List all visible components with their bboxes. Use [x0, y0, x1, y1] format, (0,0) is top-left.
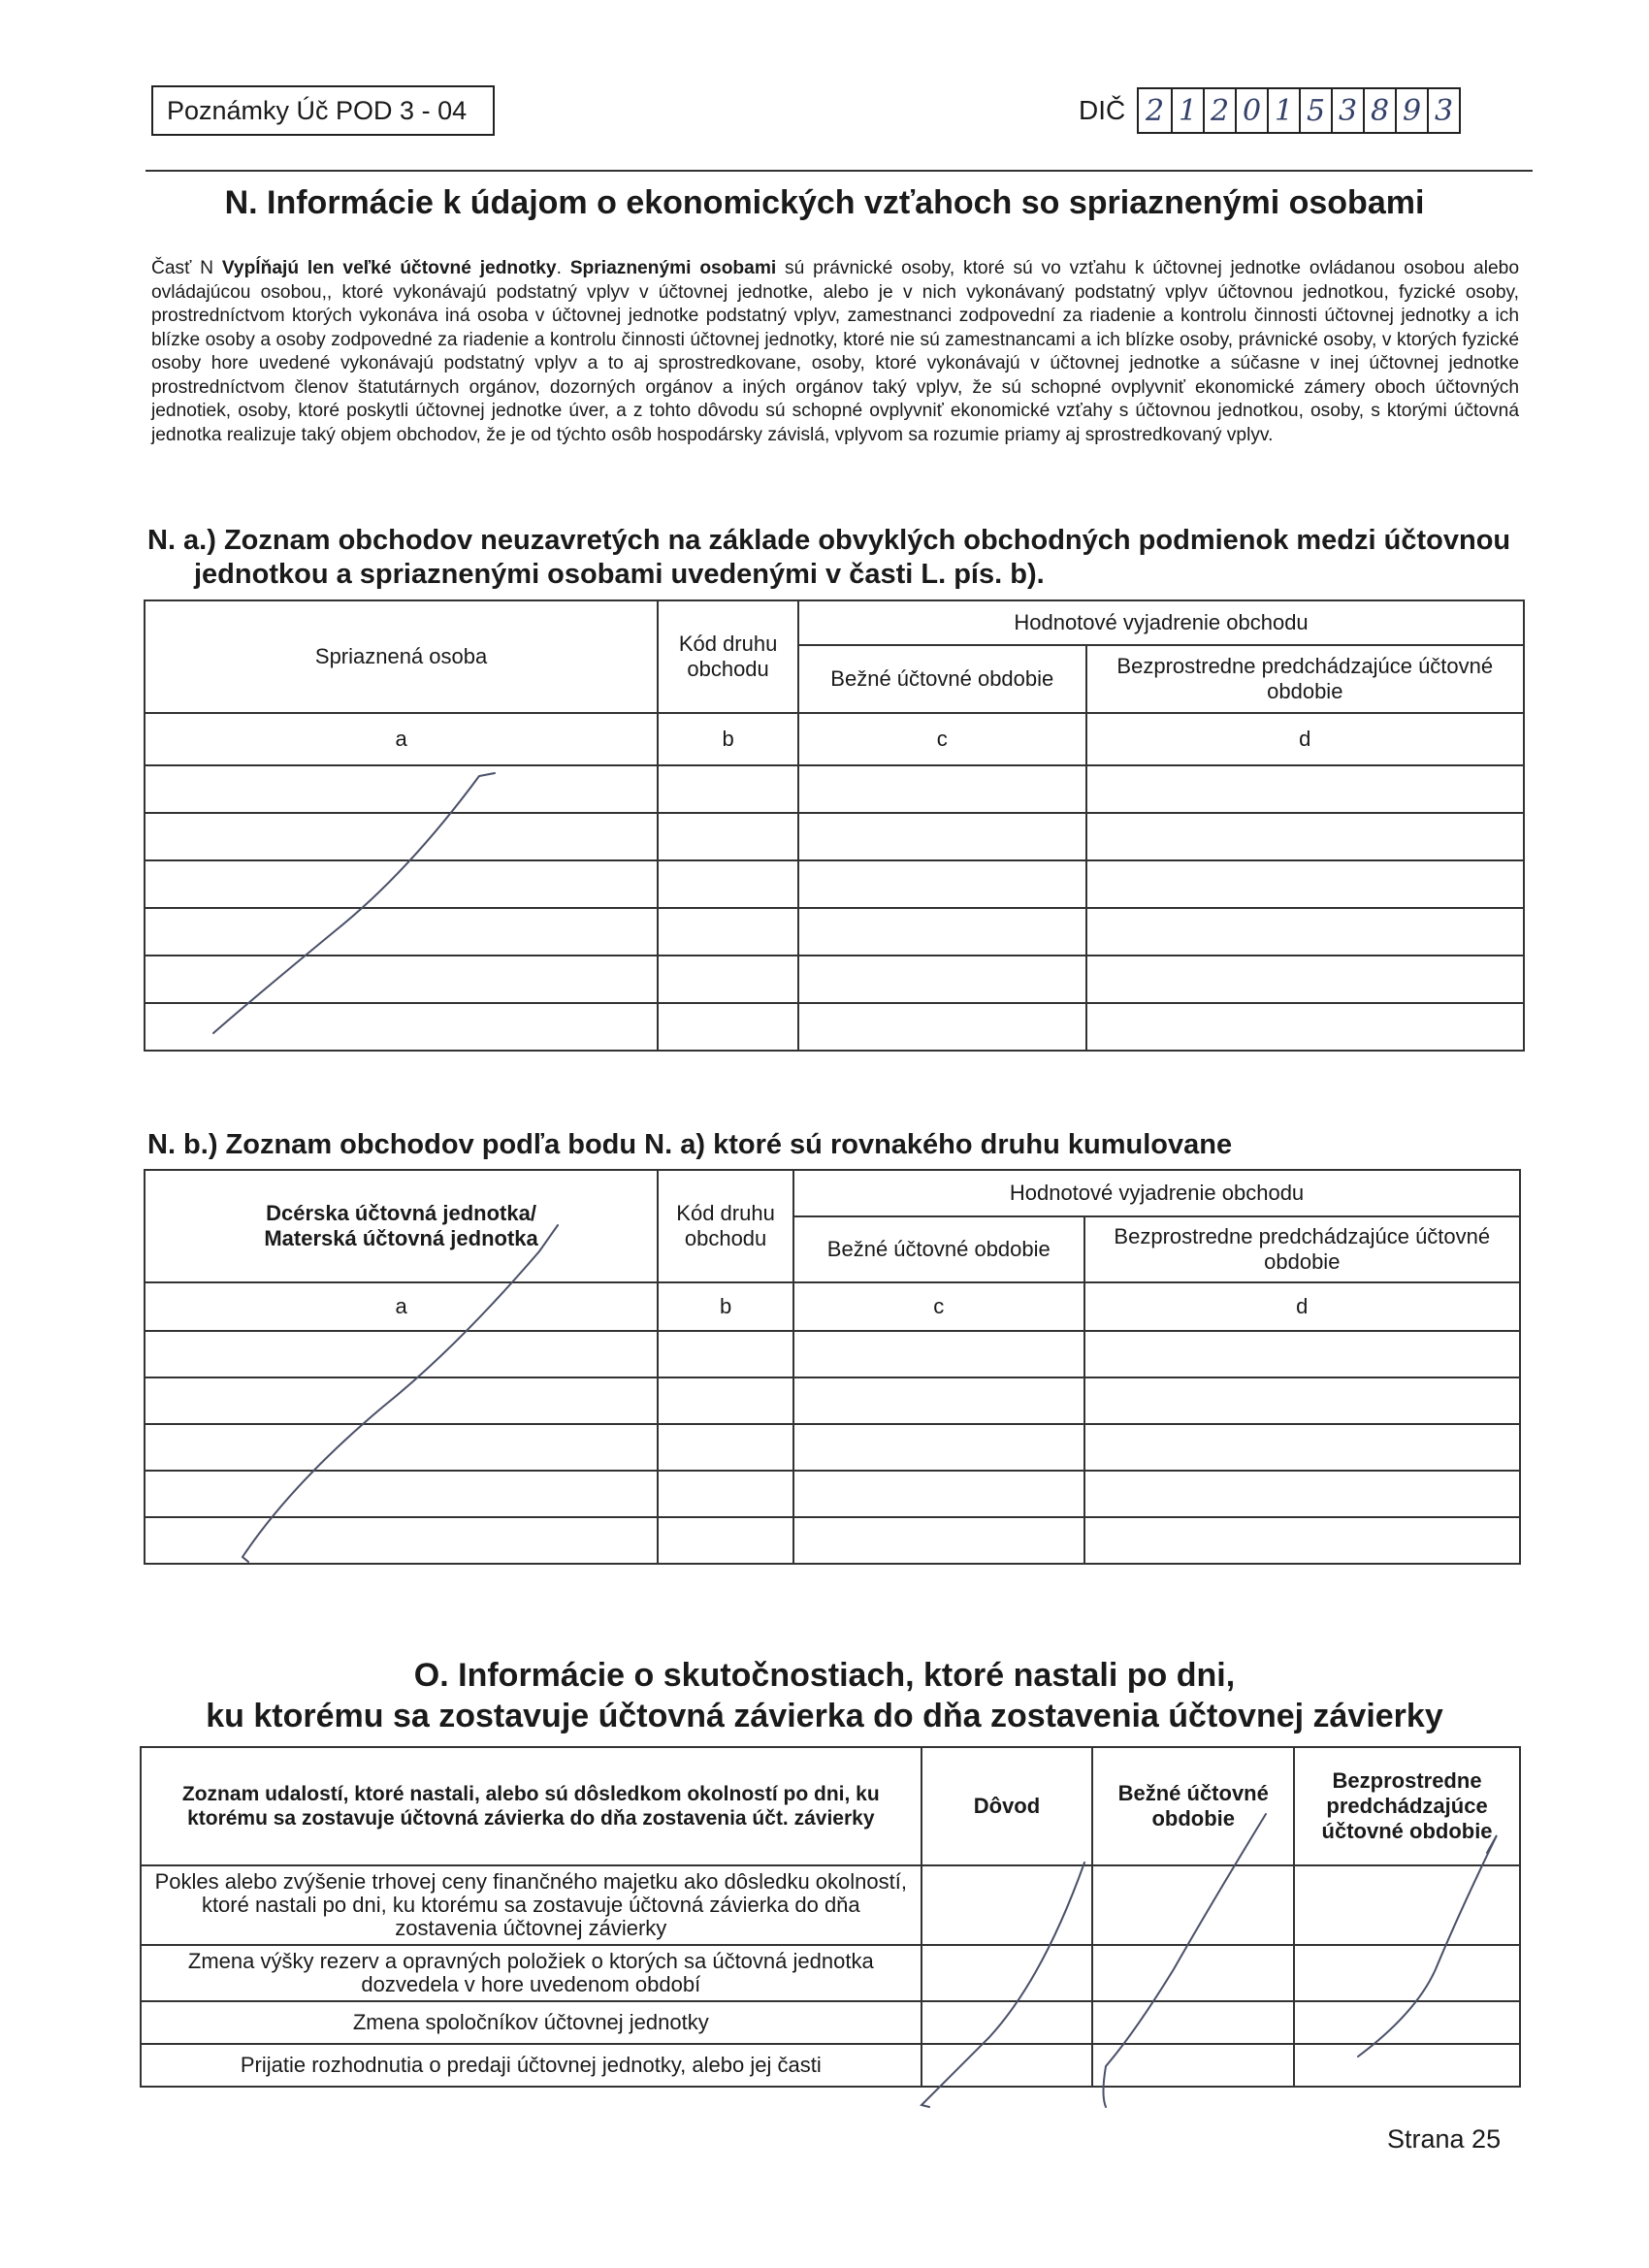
table-cell[interactable]: [1084, 1471, 1520, 1517]
dic-digit[interactable]: 3: [1427, 89, 1459, 132]
table-cell[interactable]: [1294, 1865, 1520, 1945]
table-cell[interactable]: [1294, 2044, 1520, 2087]
table-cell[interactable]: [798, 908, 1086, 956]
table-cell[interactable]: [1092, 2044, 1294, 2087]
dic-digit[interactable]: 2: [1145, 93, 1165, 128]
col-header-previous: Bezprostredne predchádzajúce účtovné obdobie: [1294, 1747, 1520, 1865]
col-header-events: Zoznam udalostí, ktoré nastali, alebo sú dôsledkom okolností po dni, ku ktorému sa zostavuje účtovná závierka do dňa zostavenia účt. závierky: [141, 1747, 922, 1865]
col-header-current: Bežné účtovné obdobie: [1092, 1747, 1294, 1865]
table-cell[interactable]: [793, 1471, 1084, 1517]
col-letter: a: [145, 1282, 658, 1331]
table-cell[interactable]: [658, 1424, 793, 1471]
table-cell[interactable]: [793, 1424, 1084, 1471]
table-cell[interactable]: [658, 1331, 793, 1377]
section-n-title: N. Informácie k údajom o ekonomických vzťahoch so spriaznenými osobami: [224, 184, 1425, 221]
table-cell[interactable]: [145, 1377, 658, 1424]
table-cell[interactable]: [658, 1471, 793, 1517]
table-cell[interactable]: [1084, 1377, 1520, 1424]
table-cell[interactable]: [1086, 860, 1524, 908]
table-cell[interactable]: [1086, 765, 1524, 813]
table-cell[interactable]: [658, 956, 798, 1003]
table-cell[interactable]: [145, 908, 658, 956]
dic-digit[interactable]: 3: [1331, 89, 1363, 132]
table-cell[interactable]: [793, 1377, 1084, 1424]
table-cell[interactable]: [922, 1865, 1093, 1945]
dic-digit[interactable]: 2: [1203, 89, 1235, 132]
table-cell[interactable]: [1084, 1517, 1520, 1564]
table-cell[interactable]: [1086, 908, 1524, 956]
table-na: [144, 599, 1525, 1052]
event-row-label: Pokles alebo zvýšenie trhovej ceny finančného majetku ako dôsledku okolností, ktoré nastali po dni, ku ktorému sa zostavuje účtovná závierka do dňa zostavenia účtovnej závierky: [141, 1865, 922, 1945]
table-cell[interactable]: [145, 860, 658, 908]
table-cell[interactable]: [793, 1331, 1084, 1377]
table-cell[interactable]: [145, 1424, 658, 1471]
table-cell[interactable]: [145, 813, 658, 860]
col-group-header: Hodnotové vyjadrenie obchodu: [793, 1170, 1520, 1216]
col-group-header: Hodnotové vyjadrenie obchodu: [798, 600, 1524, 645]
table-cell[interactable]: [658, 813, 798, 860]
table-cell[interactable]: [145, 765, 658, 813]
table-cell[interactable]: [1092, 2001, 1294, 2044]
table-o: [140, 1746, 1521, 2088]
table-cell[interactable]: [1086, 956, 1524, 1003]
dic-digit[interactable]: 8: [1363, 89, 1395, 132]
col-header-a: Spriaznená osoba: [145, 600, 658, 713]
col-letter: b: [658, 1282, 793, 1331]
table-cell[interactable]: [658, 1377, 793, 1424]
section-o-title: O. Informácie o skutočnostiach, ktoré nastali po dni, ku ktorému sa zostavuje účtovná závierka do dňa zostavenia účtovnej závierky: [206, 1657, 1443, 1734]
table-cell[interactable]: [145, 1003, 658, 1051]
table-cell[interactable]: [658, 765, 798, 813]
dic-digit[interactable]: 9: [1395, 89, 1427, 132]
dic-digit[interactable]: 0: [1235, 89, 1267, 132]
table-cell[interactable]: [798, 860, 1086, 908]
col-header-reason: Dôvod: [922, 1747, 1093, 1865]
col-letter: b: [658, 713, 798, 765]
table-cell[interactable]: [658, 1003, 798, 1051]
table-na-heading: N. a.) Zoznam obchodov neuzavretých na základe obvyklých obchodných podmienok medzi účtovnou jednotkou a spriaznenými osobami uvedenými v časti L. pís. b).: [147, 525, 1511, 590]
col-header-c: Bežné účtovné obdobie: [798, 645, 1086, 713]
col-header-a: Dcérska účtovná jednotka/ Materská účtovná jednotka: [145, 1170, 658, 1282]
form-label: Poznámky Úč POD 3 - 04: [167, 95, 468, 125]
event-row-label: Zmena spoločníkov účtovnej jednotky: [141, 2001, 922, 2044]
table-cell[interactable]: [145, 1517, 658, 1564]
col-letter: d: [1084, 1282, 1520, 1331]
col-header-b: Kód druhu obchodu: [658, 600, 798, 713]
table-cell[interactable]: [1092, 1865, 1294, 1945]
col-letter: c: [798, 713, 1086, 765]
form-label-box: [151, 85, 495, 136]
col-header-b: Kód druhu obchodu: [658, 1170, 793, 1282]
table-cell[interactable]: [922, 2044, 1093, 2087]
table-cell[interactable]: [145, 1331, 658, 1377]
dic-digit[interactable]: 5: [1299, 89, 1331, 132]
table-cell[interactable]: [798, 765, 1086, 813]
table-cell[interactable]: [1294, 1945, 1520, 2001]
event-row-label: Zmena výšky rezerv a opravných položiek o ktorých sa účtovná jednotka dozvedela v hore uvedenom období: [141, 1945, 922, 2001]
table-cell[interactable]: [798, 813, 1086, 860]
dic-digit[interactable]: 1: [1267, 89, 1299, 132]
table-cell[interactable]: [1086, 813, 1524, 860]
col-letter: c: [793, 1282, 1084, 1331]
table-cell[interactable]: [793, 1517, 1084, 1564]
table-cell[interactable]: [1084, 1424, 1520, 1471]
table-nb-heading: N. b.) Zoznam obchodov podľa bodu N. a) ktoré sú rovnakého druhu kumulovane: [147, 1129, 1233, 1160]
col-header-c: Bežné účtovné obdobie: [793, 1216, 1084, 1282]
table-cell[interactable]: [798, 1003, 1086, 1051]
dic-digit[interactable]: 1: [1171, 89, 1203, 132]
table-cell[interactable]: [145, 956, 658, 1003]
col-header-d: Bezprostredne predchádzajúce účtovné obdobie: [1086, 645, 1524, 713]
section-n-intro: Časť N Vypĺňajú len veľké účtovné jednotky. Spriaznenými osobami sú právnické osoby, ktoré sú vo vzťahu k účtovnej jednotke ovládanou osobou alebo ovládajúcou osobou,, ktoré vykonávajú podstatný vplyv v účtovnej jednotke, alebo je v nich vykonávaný podstatný vplyv účtovnou jednotkou, fyzické osoby, prostredníctvom ktorých vykonáva iná osoba v účtovnej jednotke podstatný vplyv, zamestnanci zodpovední za riadenie a kontrolu činnosti účtovnej jednotky a ich blízke osoby a osoby zodpovedné za riadenie a kontrolu činnosti účtovnej jednotky, ktoré nie sú zamestnancami a ich blízke osoby, právnické osoby, v ktorých fyzické osoby hore uvedené vykonávajú podstatný vplyv a to aj sprostredkovane, osoby, ktoré vykonávajú v účtovnej jednotke a súčasne v inej účtovnej jednotke prostredníctvom členov štatutárnych orgánov, dozorných orgánov a iných orgánov taký vplyv, že sú schopné ovplyvniť ekonomické zámery oboch účtovných jednotiek, osoby, ktoré poskytli účtovnej jednotke úver, a z tohto dôvodu sú schopné ovplyvniť ekonomické vzťahy s účtovnou jednotkou, osoby, s ktorými účtovná jednotka realizuje taký objem obchodov, že je od týchto osôb hospodársky závislá, vplyvom sa rozumie priamy aj sprostredkovaný vplyv.: [151, 258, 1519, 445]
dic-field[interactable]: [1137, 87, 1461, 134]
col-header-d: Bezprostredne predchádzajúce účtovné obdobie: [1084, 1216, 1520, 1282]
table-cell[interactable]: [922, 2001, 1093, 2044]
table-cell[interactable]: [1086, 1003, 1524, 1051]
table-cell[interactable]: [658, 860, 798, 908]
table-cell[interactable]: [145, 1471, 658, 1517]
col-letter: d: [1086, 713, 1524, 765]
table-cell[interactable]: [1084, 1331, 1520, 1377]
table-cell[interactable]: [798, 956, 1086, 1003]
page-number: Strana 25: [1387, 2124, 1502, 2154]
table-cell[interactable]: [658, 908, 798, 956]
table-cell[interactable]: [1092, 1945, 1294, 2001]
header-divider: [146, 170, 1533, 172]
table-cell[interactable]: [922, 1945, 1093, 2001]
table-nb: [144, 1169, 1521, 1565]
event-row-label: Prijatie rozhodnutia o predaji účtovnej jednotky, alebo jej časti: [141, 2044, 922, 2087]
dic-label: DIČ: [1079, 95, 1126, 125]
table-cell[interactable]: [1294, 2001, 1520, 2044]
col-letter: a: [145, 713, 658, 765]
table-cell[interactable]: [658, 1517, 793, 1564]
